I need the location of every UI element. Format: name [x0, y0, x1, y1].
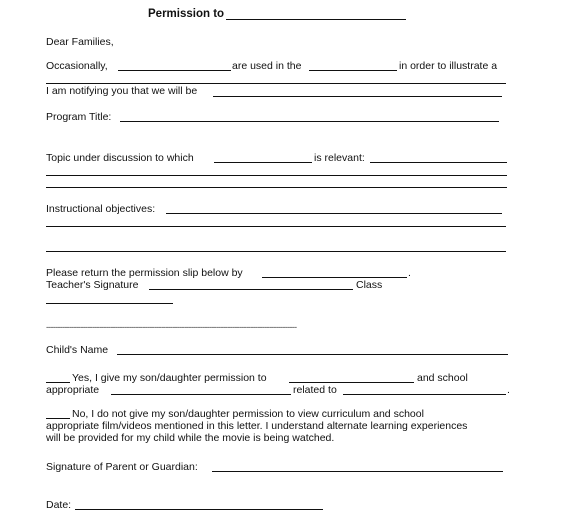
- occasionally-text: Occasionally,: [46, 60, 108, 72]
- appropriate-blank[interactable]: [111, 394, 291, 395]
- return-slip-label: Please return the permission slip below by: [46, 267, 243, 279]
- appropriate-text: appropriate: [46, 384, 100, 396]
- notifying-text: I am notifying you that we will be: [46, 85, 198, 97]
- media-type-blank[interactable]: [118, 70, 231, 71]
- date-label: Date:: [46, 499, 72, 511]
- illustrate-blank[interactable]: [46, 83, 506, 84]
- no-text-line-1: No, I do not give my son/daughter permission to view curriculum and school: [72, 408, 424, 420]
- yes-text: Yes, I give my son/daughter permission to: [72, 372, 267, 384]
- return-period: .: [408, 267, 411, 279]
- is-relevant-label: is relevant:: [314, 152, 365, 164]
- no-text-line-2: appropriate film/videos mentioned in this letter. I understand alternate learning experiences: [46, 420, 468, 432]
- cut-line-separator: -------------------------------------------------------------------------------------------------------------: [46, 322, 297, 332]
- parent-signature-label: Signature of Parent or Guardian:: [46, 461, 198, 473]
- date-blank[interactable]: [75, 509, 323, 510]
- in-order-text: in order to illustrate a: [399, 60, 498, 72]
- no-text-line-3: will be provided for my child while the movie is being watched.: [46, 432, 335, 444]
- childs-name-blank[interactable]: [117, 354, 508, 355]
- teacher-signature-label: Teacher's Signature: [46, 279, 139, 291]
- notifying-blank[interactable]: [213, 96, 502, 97]
- permission-topic-blank[interactable]: [226, 19, 406, 20]
- yes-check-blank[interactable]: [46, 382, 70, 383]
- instructional-objectives-blank[interactable]: [166, 213, 502, 214]
- instructional-extra-line-1[interactable]: [46, 226, 506, 227]
- page-title: Permission to: [148, 8, 225, 20]
- program-title-label: Program Title:: [46, 111, 112, 123]
- related-to-text: related to: [293, 384, 337, 396]
- related-period: .: [507, 384, 510, 396]
- relevant-blank[interactable]: [370, 162, 507, 163]
- greeting: Dear Families,: [46, 36, 114, 48]
- return-date-blank[interactable]: [262, 277, 407, 278]
- yes-view-blank[interactable]: [289, 382, 414, 383]
- topic-blank[interactable]: [214, 162, 312, 163]
- topic-extra-line-1[interactable]: [46, 175, 507, 176]
- teacher-signature-blank[interactable]: [149, 289, 353, 290]
- related-to-blank[interactable]: [343, 394, 506, 395]
- topic-label: Topic under discussion to which: [46, 152, 194, 164]
- topic-extra-line-2[interactable]: [46, 187, 507, 188]
- class-label: Class: [356, 279, 383, 291]
- parent-signature-blank[interactable]: [212, 471, 503, 472]
- are-used-in-text: are used in the: [232, 60, 302, 72]
- childs-name-label: Child's Name: [46, 344, 109, 356]
- program-title-blank[interactable]: [120, 121, 499, 122]
- and-school-text: and school: [417, 372, 468, 384]
- no-check-blank[interactable]: [46, 418, 70, 419]
- class-blank[interactable]: [46, 303, 173, 304]
- instructional-objectives-label: Instructional objectives:: [46, 203, 156, 215]
- instructional-extra-line-2[interactable]: [46, 251, 506, 252]
- subject-blank[interactable]: [309, 70, 397, 71]
